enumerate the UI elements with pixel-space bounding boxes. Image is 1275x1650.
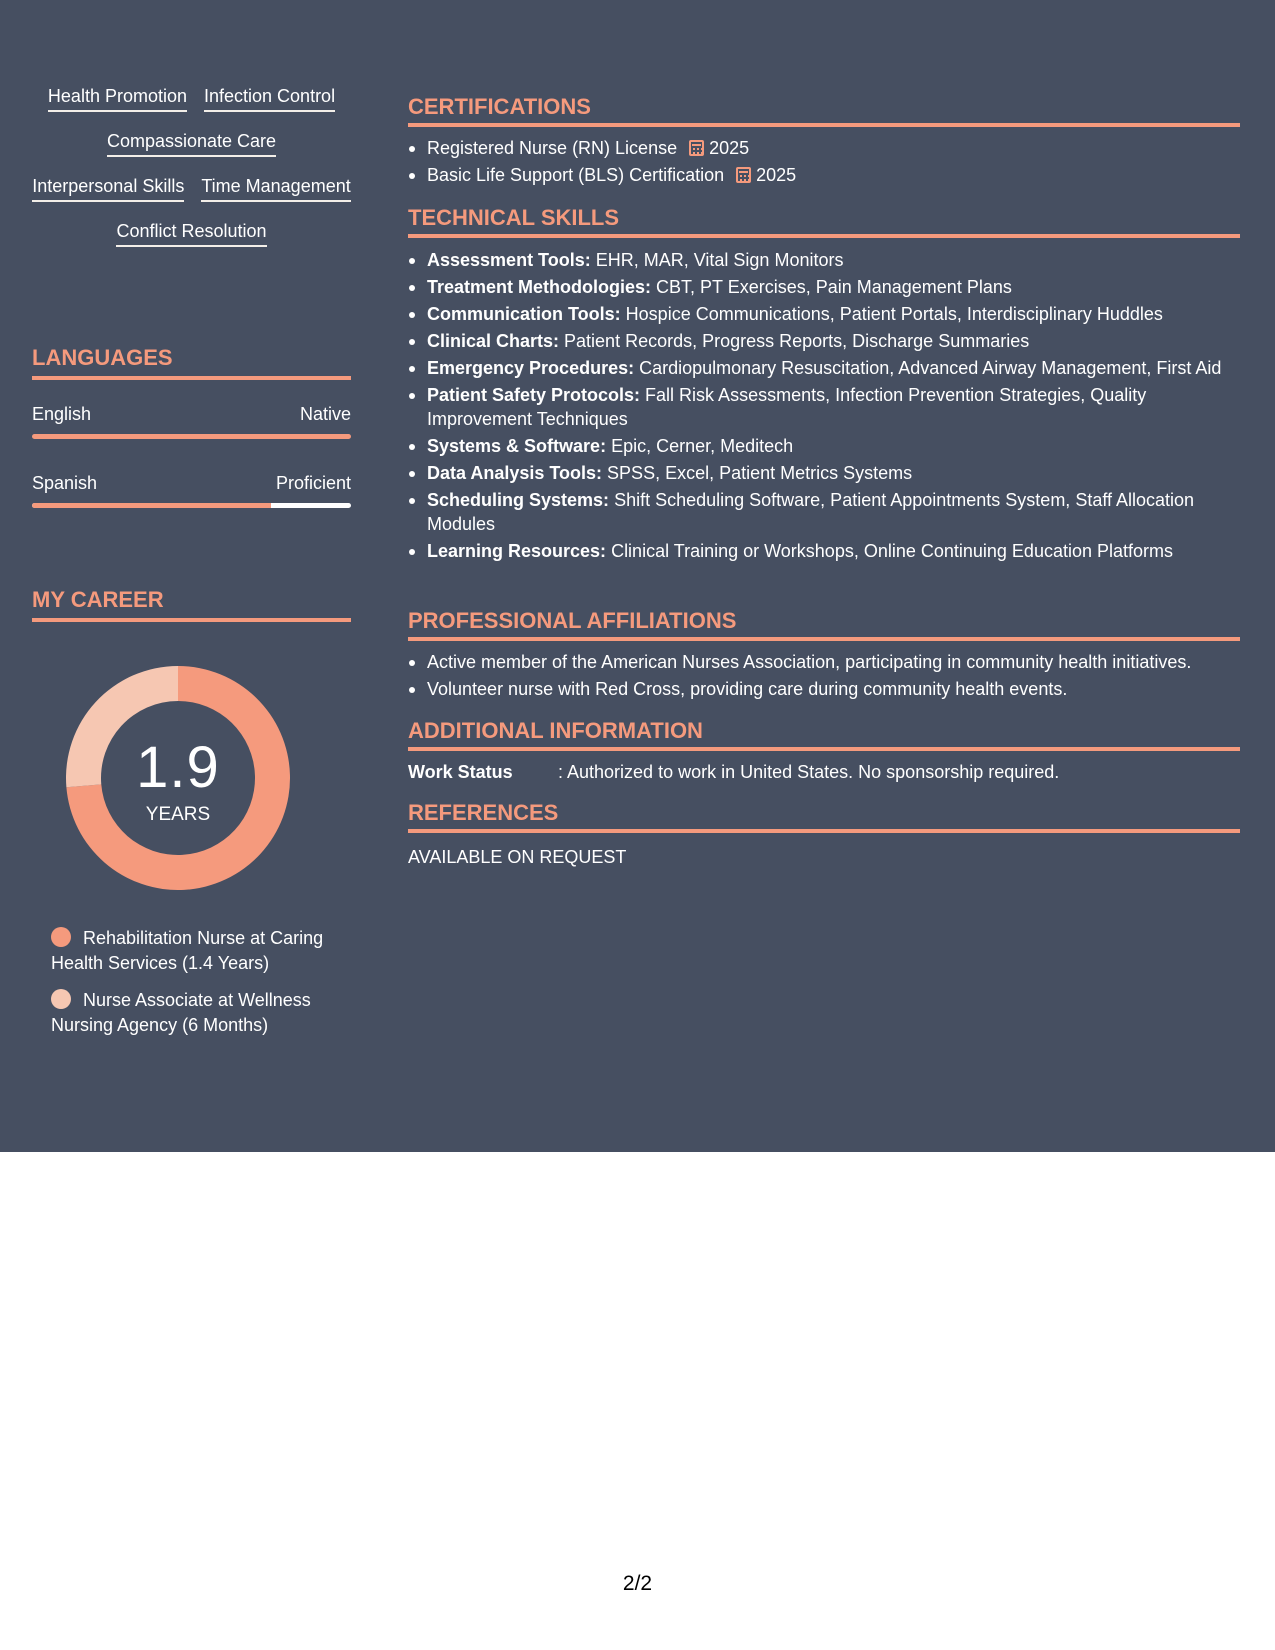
career-legend: [51, 926, 351, 1050]
certification-item: [408, 163, 1240, 187]
career-total-value: 1.9: [136, 735, 220, 800]
skill-tag: Conflict Resolution: [116, 221, 266, 247]
skill-category: Emergency Procedures:: [427, 358, 635, 378]
additional-info-heading: ADDITIONAL INFORMATION: [408, 718, 1240, 751]
calendar-icon: [689, 140, 704, 156]
skill-values: Epic, Cerner, Meditech: [606, 436, 794, 456]
language-name: English: [32, 404, 92, 424]
technical-skills-heading: TECHNICAL SKILLS: [408, 205, 1240, 238]
skill-tag: Time Management: [201, 176, 350, 202]
references-text: AVAILABLE ON REQUEST: [408, 847, 627, 867]
skill-category: Patient Safety Protocols:: [427, 385, 641, 405]
skill-category: Clinical Charts:: [427, 331, 560, 351]
career-legend-item: [51, 988, 351, 1037]
sidebar: [32, 0, 351, 1152]
skill-tag: Infection Control: [204, 86, 335, 112]
technical-skill-item: [408, 275, 1240, 299]
certification-year: 2025: [709, 138, 750, 158]
technical-skill-item: [408, 434, 1240, 458]
certification-year: 2025: [756, 165, 797, 185]
skill-tag: Compassionate Care: [107, 131, 276, 157]
technical-skill-item: [408, 356, 1240, 380]
main-content: [408, 0, 1240, 1152]
language-level: Proficient: [275, 473, 351, 493]
career-donut-chart: [66, 666, 290, 890]
skill-values: Clinical Training or Workshops, Online Continuing Education Platforms: [606, 541, 1174, 561]
career-total-unit: YEARS: [145, 804, 211, 825]
language-level: Native: [299, 404, 351, 424]
calendar-icon: [736, 167, 751, 183]
work-status: [408, 760, 1240, 784]
language-name: Spanish: [32, 473, 98, 493]
skill-category: Learning Resources:: [427, 541, 607, 561]
certification-name: Basic Life Support (BLS) Certification: [427, 165, 725, 185]
career-legend-label: Nurse Associate at Wellness Nursing Agency (6 Months): [51, 990, 311, 1035]
technical-skill-item: [408, 539, 1240, 563]
references-heading: REFERENCES: [408, 800, 1240, 833]
skill-values: Cardiopulmonary Resuscitation, Advanced Airway Management, First Aid: [634, 358, 1222, 378]
language-item: [32, 472, 351, 508]
skill-category: Assessment Tools:: [427, 250, 591, 270]
skill-values: Patient Records, Progress Reports, Discharge Summaries: [559, 331, 1030, 351]
language-proficiency-fill: [32, 434, 351, 439]
skill-category: Communication Tools:: [427, 304, 621, 324]
technical-skill-item: [408, 488, 1240, 536]
certifications-list: [408, 136, 1240, 190]
work-status-label: Work Status: [408, 762, 513, 782]
legend-dot-icon: [51, 927, 71, 947]
skill-tag: Interpersonal Skills: [32, 176, 184, 202]
certifications-heading: CERTIFICATIONS: [408, 94, 1240, 127]
certification-name: Registered Nurse (RN) License: [427, 138, 678, 158]
skill-values: Fall Risk Assessments, Infection Prevention Strategies, Quality Improvement Techniques: [427, 385, 1147, 429]
affiliation-item: Volunteer nurse with Red Cross, providing care during community health events.: [408, 677, 1240, 701]
technical-skill-item: [408, 248, 1240, 272]
language-item: [32, 403, 351, 439]
language-proficiency-bar: [32, 434, 351, 439]
certification-item: [408, 136, 1240, 160]
skill-category: Systems & Software:: [427, 436, 607, 456]
skill-category: Data Analysis Tools:: [427, 463, 603, 483]
skill-values: Hospice Communications, Patient Portals, Interdisciplinary Huddles: [620, 304, 1163, 324]
career-legend-label: Rehabilitation Nurse at Caring Health Services (1.4 Years): [51, 928, 324, 973]
skill-values: EHR, MAR, Vital Sign Monitors: [590, 250, 844, 270]
legend-dot-icon: [51, 989, 71, 1009]
skill-values: Shift Scheduling Software, Patient Appointments System, Staff Allocation Modules: [427, 490, 1195, 534]
page-number: 2/2: [622, 1572, 653, 1595]
skill-tags: [32, 86, 351, 247]
affiliations-heading: PROFESSIONAL AFFILIATIONS: [408, 608, 1240, 641]
work-status-value: : Authorized to work in United States. No sponsorship required.: [558, 762, 1060, 782]
language-proficiency-fill: [32, 503, 271, 508]
technical-skill-item: [408, 461, 1240, 485]
affiliation-item: Active member of the American Nurses Association, participating in community health initiatives.: [408, 650, 1240, 674]
skill-tag: Health Promotion: [48, 86, 187, 112]
career-legend-item: [51, 926, 351, 975]
technical-skill-item: [408, 383, 1240, 431]
languages-heading: LANGUAGES: [32, 345, 351, 380]
technical-skill-item: [408, 302, 1240, 326]
language-proficiency-bar: [32, 503, 351, 508]
skill-category: Scheduling Systems:: [427, 490, 610, 510]
technical-skills-list: [408, 248, 1240, 566]
skill-category: Treatment Methodologies:: [427, 277, 652, 297]
skill-values: CBT, PT Exercises, Pain Management Plans: [651, 277, 1012, 297]
technical-skill-item: [408, 329, 1240, 353]
career-heading: MY CAREER: [32, 587, 351, 622]
skill-values: SPSS, Excel, Patient Metrics Systems: [602, 463, 913, 483]
affiliations-list: [408, 650, 1240, 704]
